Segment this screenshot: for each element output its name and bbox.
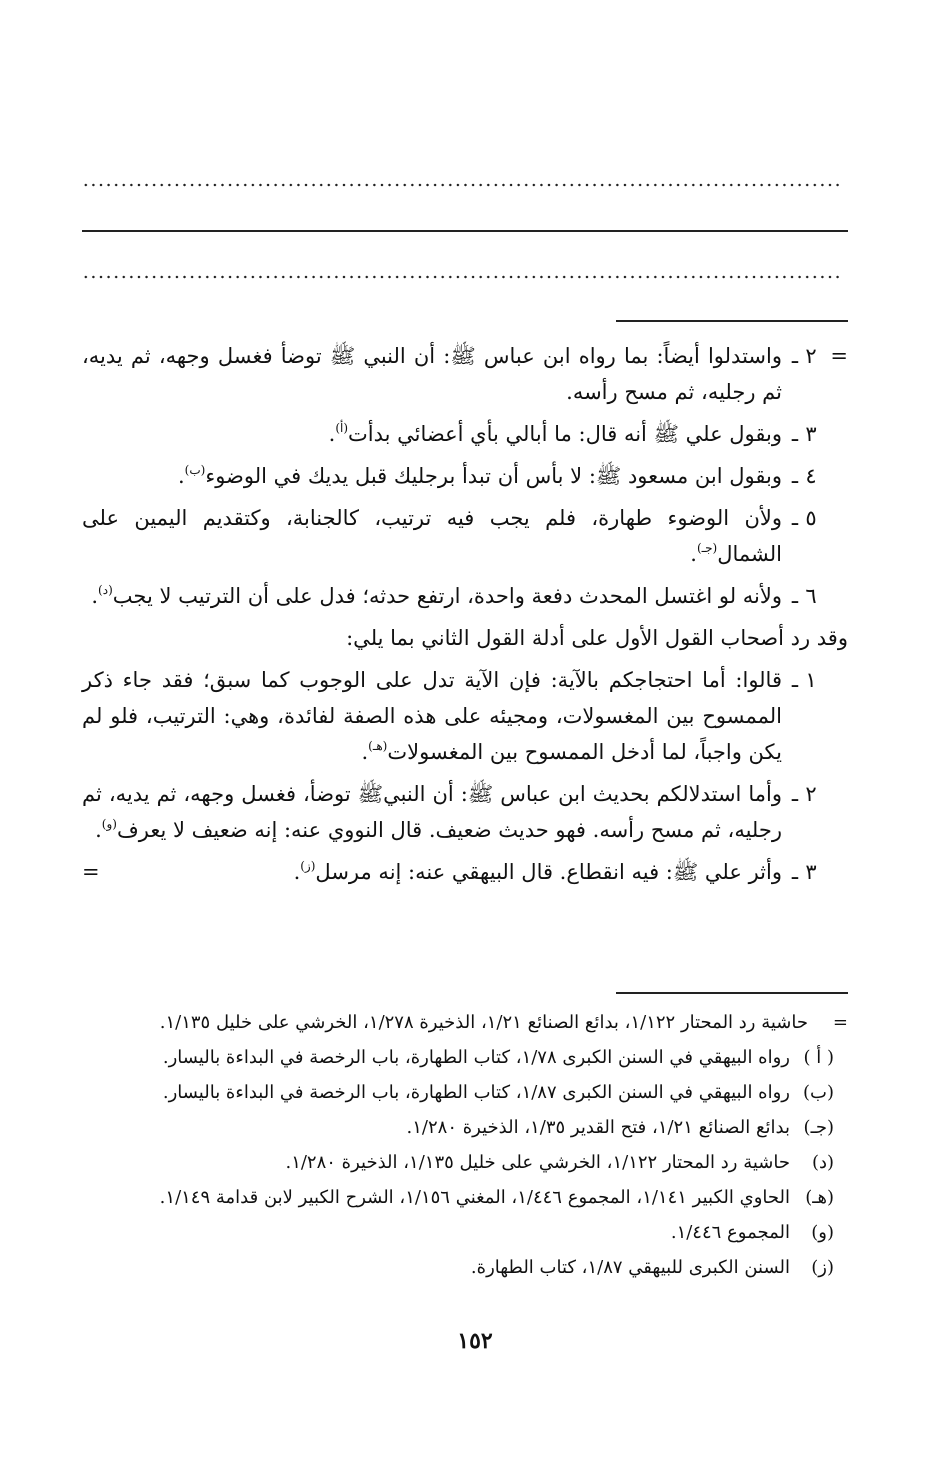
evidence-item [82,578,848,614]
period: . [95,818,102,842]
footnote-mark: (ز) [811,1257,834,1278]
dotted-separator-top [82,182,842,188]
footnote-mark: (هـ) [805,1187,834,1208]
item-text: واستدلوا أيضاً: بما رواه ابن عباس ﷺ: أن النبي ﷺ توضأ فغسل وجهه، ثم يديه، ثم رجليه، ثم مسح رأسه. [82,344,782,404]
footnote-ref: (د) [98,583,113,597]
footnote-text: بدائع الصنائع ١/٢١، فتح القدير ١/٣٥، الذخيرة ١/٢٨٠. [406,1117,790,1138]
continuation-mark: = [830,344,848,368]
footnote-text: رواه البيهقي في السنن الكبرى ١/٨٧، كتاب الطهارة، باب الرخصة في البداءة باليسار. [162,1082,790,1103]
item-dash: ـ [791,782,798,806]
footnote-text: حاشية رد المحتار ١/١٢٢، بدائع الصنائع ١/٢١، الذخيرة ١/٢٧٨، الخرشي على خليل ١/١٣٥. [159,1012,808,1033]
item-number: ٢ [805,782,817,806]
footnote [82,1043,848,1073]
period: . [293,860,301,884]
reply-item [82,662,848,770]
footnote-text: الحاوي الكبير ١/١٤١، المجموع ١/٤٤٦، المغني ١/١٥٦، الشرح الكبير لابن قدامة ١/١٤٩. [159,1187,790,1208]
item-dash: ـ [791,584,798,608]
footnote-text: السنن الكبرى للبيهقي ١/٨٧، كتاب الطهارة. [470,1257,790,1278]
item-number: ١ [805,668,817,692]
footnote-mark: (د) [811,1152,834,1173]
footnote-mark: (ب) [803,1082,834,1103]
footnote-ref: (ب) [184,463,206,477]
footnote [82,1218,848,1248]
item-dash: ـ [791,422,798,446]
item-text: قالوا: أما احتجاجكم بالآية: فإن الآية تدل على الوجوب كما سبق؛ فقد جاء ذكر الممسوح بين المغسولات، ومجيئه على هذه الصفة لفائدة، وهي: الترتيب، فلو لم يكن واجباً، لما أدخل الممسوح بين المغسولات [82,668,782,764]
section-rule [616,320,848,322]
footnote-mark: (جـ) [803,1117,834,1138]
footnote-ref: (جـ) [696,541,718,555]
footnote-mark: (و) [811,1222,834,1243]
footnote [82,1253,848,1283]
evidence-item [82,338,848,410]
item-dash: ـ [791,344,798,368]
replies-intro: وقد رد أصحاب القول الأول على أدلة القول الثاني بما يلي: [346,626,848,650]
period: . [361,740,369,764]
footnote-ref: (و) [101,817,117,831]
page-number: ١٥٢ [457,1328,493,1354]
footnote [82,1183,848,1213]
footnote [82,1078,848,1108]
item-dash: ـ [791,668,798,692]
footnote-ref: (هـ) [368,739,388,753]
footnote-ref: (ز) [300,859,316,873]
footnotes [82,1008,848,1288]
footnote-mark: = [832,1012,848,1033]
item-text: وبقول علي ﷺ أنه قال: ما أبالي بأي أعضائي بدأت [348,422,782,446]
footnote-text: حاشية رد المحتار ١/١٢٢، الخرشي على خليل ١/١٣٥، الذخيرة ١/٢٨٠. [285,1152,790,1173]
period: . [91,584,99,608]
footnote [82,1148,848,1178]
item-text: ولأن الوضوء طهارة، فلم يجب فيه ترتيب، كالجنابة، وكتقديم اليمين على الشمال [82,506,782,566]
footnotes-rule [616,992,848,994]
item-text: ولأنه لو اغتسل المحدث دفعة واحدة، ارتفع حدثه؛ فدل على أن الترتيب لا يجب [112,584,782,608]
reply-item [82,854,848,890]
item-text: وبقول ابن مسعود ﷺ: لا بأس أن تبدأ برجليك قبل يديك في الوضوء [205,464,782,488]
period: . [177,464,185,488]
item-text: وأثر علي ﷺ: فيه انقطاع. قال البيهقي عنه: إنه مرسل [315,860,782,884]
item-number: ٤ [805,464,817,488]
main-text [82,338,848,896]
item-number: ٣ [805,860,817,884]
item-number: ٥ [805,506,817,530]
item-dash: ـ [791,464,798,488]
solid-separator [82,230,848,232]
item-number: ٦ [805,584,817,608]
footnote-text: رواه البيهقي في السنن الكبرى ١/٧٨، كتاب الطهارة، باب الرخصة في البداءة باليسار. [162,1047,790,1068]
item-number: ٢ [805,344,817,368]
evidence-item [82,500,848,572]
footnote [82,1113,848,1143]
footnote-text: المجموع ١/٤٤٦. [670,1222,790,1243]
period: . [690,542,697,566]
continues-mark: = [82,860,100,884]
footnote-ref: (أ) [335,421,349,435]
reply-item [82,776,848,848]
item-text: وأما استدلالكم بحديث ابن عباس ﷺ: أن النبيﷺ توضأ، فغسل وجهه، ثم يديه، ثم رجليه، ثم مسح رأسه. فهو حديث ضعيف. قال النووي عنه: إنه ضعيف لا يعرف [82,782,782,842]
item-dash: ـ [791,860,798,884]
item-dash: ـ [791,506,798,530]
period: . [328,422,336,446]
item-number: ٣ [805,422,817,446]
footnote [82,1008,848,1038]
footnote-mark: ( أ ) [803,1047,834,1068]
evidence-item [82,416,848,452]
evidence-item [82,458,848,494]
dotted-separator-bottom [82,274,842,280]
